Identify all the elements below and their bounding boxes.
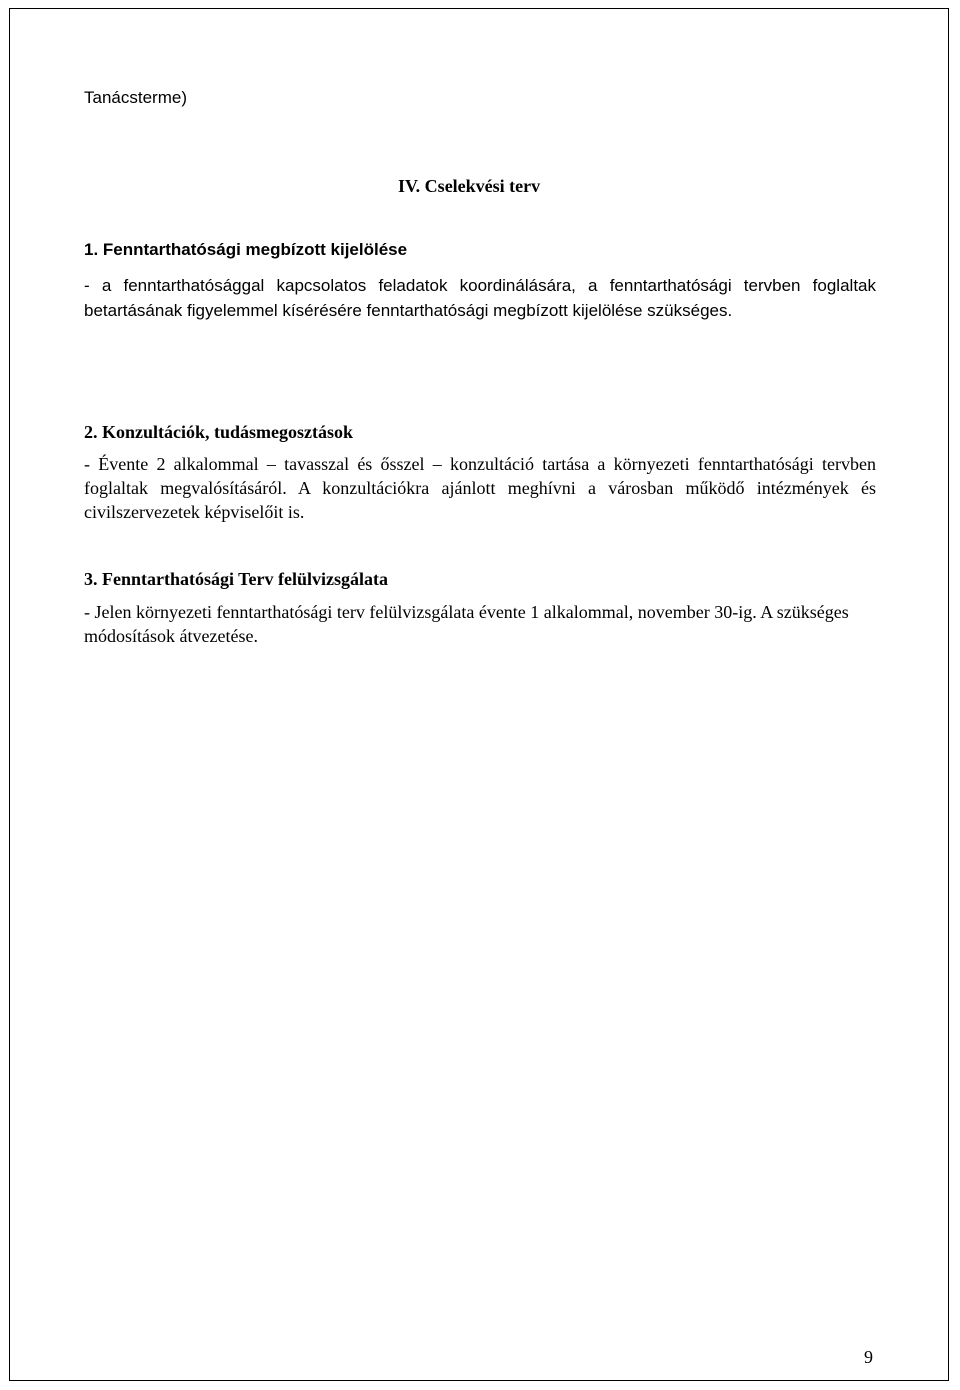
section-2-heading: 2. Konzultációk, tudásmegosztások [84, 422, 354, 442]
continuation-text: Tanácsterme) [84, 88, 187, 107]
section-3-body: - Jelen környezeti fenntarthatósági terv felülvizsgálata évente 1 alkalommal, november 30-ig. A szükséges módosítások átvezetése. [84, 602, 849, 646]
section-2-body: - Évente 2 alkalommal – tavasszal és ősszel – konzultáció tartása a környezeti fenntarthatósági tervben foglaltak megvalósításáról. A konzultációkra ajánlott meghívni a városban működő intézmények és civilszervezetek képviselőit is. [84, 454, 876, 522]
section-1-body: - a fenntarthatósággal kapcsolatos feladatok koordinálására, a fenntarthatósági tervben foglaltak betartásának figyelemmel kísérésére fenntarthatósági megbízott kijelölése szükséges. [84, 276, 876, 320]
section-3-heading: 3. Fenntarthatósági Terv felülvizsgálata [84, 569, 388, 589]
section-1-heading: 1. Fenntarthatósági megbízott kijelölése [84, 240, 408, 259]
page-border [9, 8, 949, 1381]
page-number: 9 [864, 1347, 873, 1367]
chapter-title: IV. Cselekvési terv [398, 176, 541, 196]
